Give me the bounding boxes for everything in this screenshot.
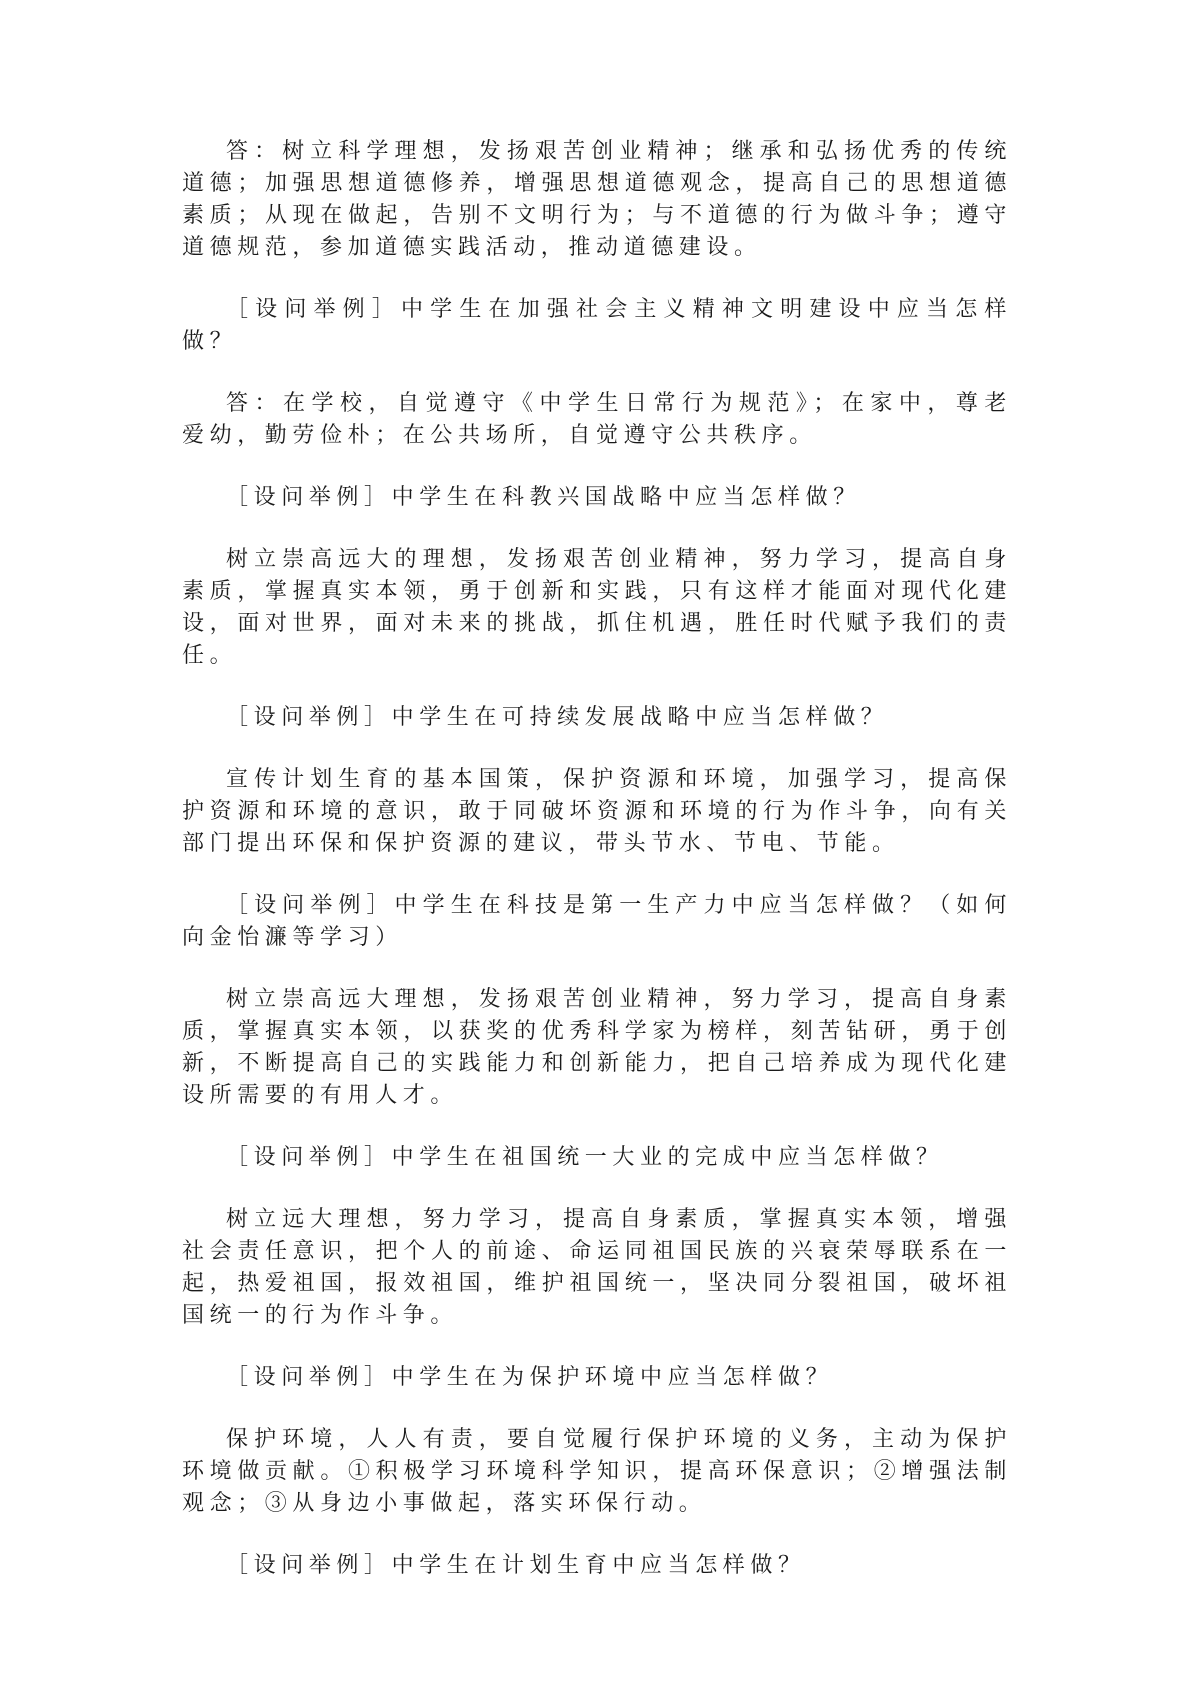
answer-paragraph: 答：在学校，自觉遵守《中学生日常行为规范》；在家中，尊老爱幼，勤劳俭朴；在公共场所，自觉遵守公共秩序。 <box>182 391 1012 448</box>
question-prompt: ［设问举例］中学生在可持续发展战略中应当怎样做？ <box>226 705 889 730</box>
answer-paragraph: 树立崇高远大理想，发扬艰苦创业精神，努力学习，提高自身素质，掌握真实本领，以获奖的优秀科学家为榜样，刻苦钻研，勇于创新，不断提高自己的实践能力和创新能力，把自己培养成为现代化建设所需要的有用人才。 <box>182 987 1012 1108</box>
question-prompt: ［设问举例］中学生在科技是第一生产力中应当怎样做？（如何向金怡濂等学习） <box>182 893 1012 950</box>
question-prompt: ［设问举例］中学生在科教兴国战略中应当怎样做？ <box>226 485 861 510</box>
question-prompt: ［设问举例］中学生在为保护环境中应当怎样做？ <box>226 1365 834 1390</box>
document-body <box>182 136 1012 1612</box>
answer-paragraph: 树立崇高远大的理想，发扬艰苦创业精神，努力学习，提高自身素质，掌握真实本领，勇于创新和实践，只有这样才能面对现代化建设，面对世界，面对未来的挑战，抓住机遇，胜任时代赋予我们的责任。 <box>182 547 1012 668</box>
question-prompt: ［设问举例］中学生在加强社会主义精神文明建设中应当怎样做？ <box>182 297 1012 354</box>
answer-paragraph: 保护环境，人人有责，要自觉履行保护环境的义务，主动为保护环境做贡献。①积极学习环境科学知识，提高环保意识；②增强法制观念；③从身边小事做起，落实环保行动。 <box>182 1427 1012 1516</box>
question-prompt: ［设问举例］中学生在计划生育中应当怎样做？ <box>226 1553 806 1578</box>
answer-paragraph: 宣传计划生育的基本国策，保护资源和环境，加强学习，提高保护资源和环境的意识，敢于同破坏资源和环境的行为作斗争，向有关部门提出环保和保护资源的建议，带头节水、节电、节能。 <box>182 767 1012 856</box>
answer-paragraph: 答：树立科学理想，发扬艰苦创业精神；继承和弘扬优秀的传统道德；加强思想道德修养，增强思想道德观念，提高自己的思想道德素质；从现在做起，告别不文明行为；与不道德的行为做斗争；遵守道德规范，参加道德实践活动，推动道德建设。 <box>182 139 1012 260</box>
question-prompt: ［设问举例］中学生在祖国统一大业的完成中应当怎样做？ <box>226 1145 944 1170</box>
answer-paragraph: 树立远大理想，努力学习，提高自身素质，掌握真实本领，增强社会责任意识，把个人的前途、命运同祖国民族的兴衰荣辱联系在一起，热爱祖国，报效祖国，维护祖国统一，坚决同分裂祖国，破坏祖国统一的行为作斗争。 <box>182 1207 1012 1328</box>
